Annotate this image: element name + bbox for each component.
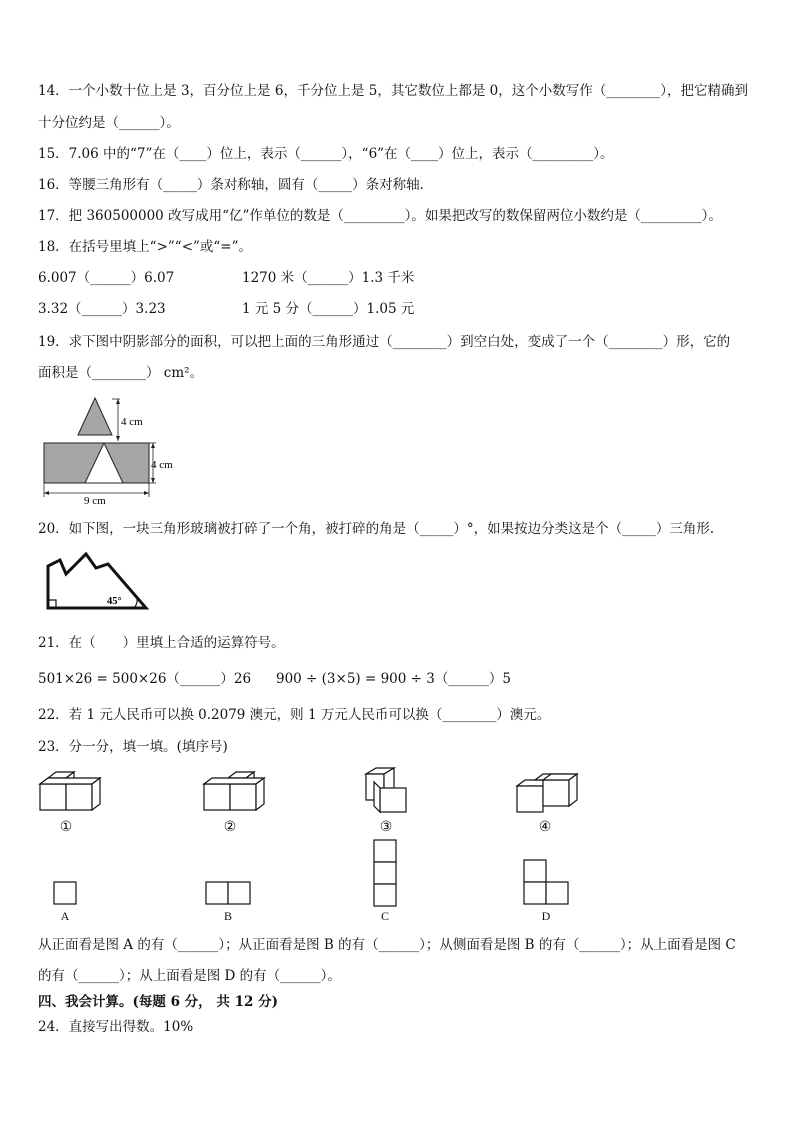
q17-text: 17．把 360500000 改写成用“亿”作单位的数是（_________）。如果把改写的数保留两位小数约是（_________）。 bbox=[38, 208, 722, 224]
q23-solid-label-3: ③ bbox=[379, 820, 393, 835]
q19-top-triangle bbox=[78, 398, 112, 435]
q23-solid-label-2: ② bbox=[223, 820, 237, 835]
q23-view-label-b: B bbox=[223, 909, 233, 923]
q14-line2: 十分位约是（______）。 bbox=[38, 115, 180, 131]
q23-solid-4 bbox=[517, 774, 577, 812]
q23-title: 23．分一分，填一填。(填序号) bbox=[38, 739, 228, 755]
q20-text: 20．如下图，一块三角形玻璃被打碎了一个角，被打碎的角是（_____）°，如果按边分类这是个（_____）三角形． bbox=[38, 521, 724, 537]
q23-answer-line2: 的有（______）；从上面看是图 D 的有（______）。 bbox=[38, 968, 341, 984]
q20-figure bbox=[38, 548, 158, 618]
q18-row2-right: 1 元 5 分（______）1.05 元 bbox=[242, 301, 415, 317]
q23-view-d bbox=[524, 860, 568, 904]
q16-text: 16．等腰三角形有（_____）条对称轴，圆有（_____）条对称轴． bbox=[38, 177, 434, 193]
q23-view-b bbox=[206, 882, 250, 904]
q23-solid-3 bbox=[366, 768, 406, 812]
q22-text: 22．若 1 元人民币可以换 0.2079 澳元，则 1 万元人民币可以换（________）澳元。 bbox=[38, 707, 551, 723]
q21-eq1: 501×26 = 500×26（______）26 bbox=[38, 671, 252, 687]
q23-solid-2 bbox=[204, 772, 264, 810]
q15-text: 15．7.06 中的“7”在（____）位上，表示（______），“6”在（____）位上，表示（_________）。 bbox=[38, 146, 614, 162]
q18-row2-left: 3.32（______）3.23 bbox=[38, 301, 166, 317]
q23-view-label-c: C bbox=[380, 909, 390, 923]
q19-bottom-label: 9 cm bbox=[84, 495, 106, 507]
q19-top-label: 4 cm bbox=[121, 416, 143, 428]
q21-eq2: 900 ÷ (3×5) = 900 ÷ 3（______）5 bbox=[276, 671, 511, 687]
q18-title: 18．在括号里填上“>”“<”或“=”。 bbox=[38, 239, 253, 255]
q19-side-label: 4 cm bbox=[151, 459, 173, 471]
section-4-heading: 四、我会计算。(每题 6 分， 共 12 分) bbox=[38, 994, 278, 1010]
q24-text: 24．直接写出得数。10% bbox=[38, 1019, 194, 1035]
q23-answer-line1: 从正面看是图 A 的有（______）；从正面看是图 B 的有（______）；从侧面看是图 B 的有（______）；从上面看是图 C bbox=[38, 937, 736, 953]
q19-right-shaded bbox=[104, 443, 149, 483]
q18-row1-right: 1270 米（______）1.3 千米 bbox=[242, 270, 415, 286]
q23-figures bbox=[30, 764, 770, 934]
q23-view-label-d: D bbox=[541, 909, 551, 923]
q20-angle-label: 45° bbox=[107, 596, 122, 607]
q19-figure bbox=[38, 395, 173, 510]
q23-view-label-a: A bbox=[60, 909, 70, 923]
q23-solid-label-4: ④ bbox=[538, 820, 552, 835]
q23-solid-label-1: ① bbox=[59, 820, 73, 835]
q14-line1: 14．一个小数十位上是 3，百分位上是 6，千分位上是 5，其它数位上都是 0，这个小数写作（________），把它精确到 bbox=[38, 83, 748, 99]
q23-solid-1 bbox=[40, 772, 100, 810]
q20-broken-triangle bbox=[48, 554, 146, 608]
q23-view-c bbox=[374, 840, 396, 906]
q18-row1-left: 6.007（______）6.07 bbox=[38, 270, 175, 286]
q21-title: 21．在（ ）里填上合适的运算符号。 bbox=[38, 635, 285, 651]
q19-line2: 面积是（________） cm²。 bbox=[38, 365, 204, 381]
q19-line1: 19．求下图中阴影部分的面积，可以把上面的三角形通过（________）到空白处，变成了一个（________）形，它的 bbox=[38, 334, 731, 350]
q23-view-a bbox=[54, 882, 76, 904]
q19-left-shaded bbox=[44, 443, 104, 483]
